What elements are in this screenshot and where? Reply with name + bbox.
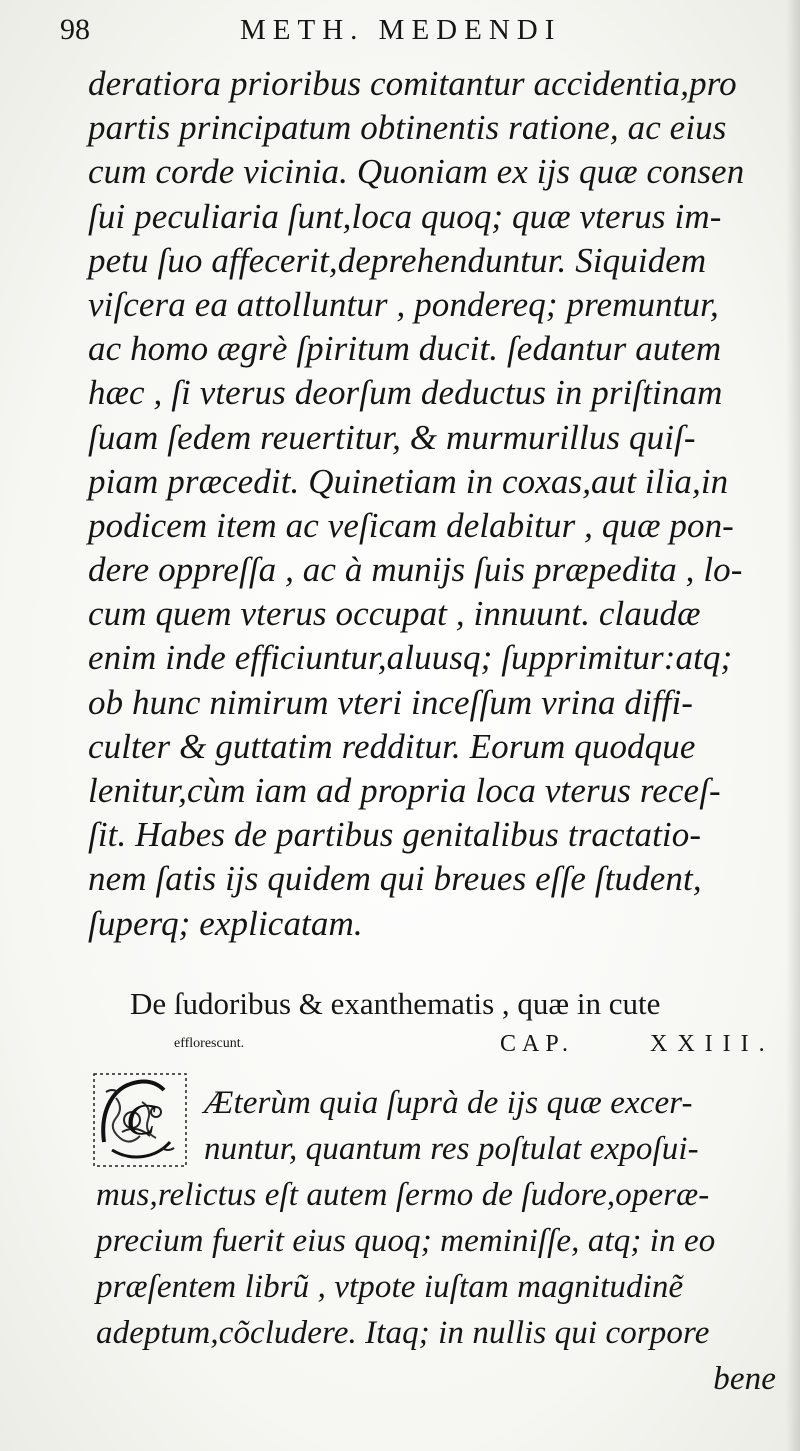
text-line: cum quem vterus occupat , innuunt. claudæ xyxy=(88,594,701,634)
text-line: piam præcedit. Quinetiam in coxas,aut ilia,in xyxy=(88,461,729,501)
text-line: adeptum,cõcludere. Itaq; in nullis qui corpore xyxy=(96,1315,710,1351)
chapter-title-line-2 xyxy=(130,1024,775,1064)
text-line: enim inde efficiuntur,aluusq; ſupprimitur:atq; xyxy=(88,638,733,678)
text-line: dere oppreſſa , ac à munijs ſuis præpedita , lo- xyxy=(88,550,743,590)
text-line: Æterùm quia ſuprà de ijs quæ excer- xyxy=(204,1085,693,1121)
text-line: ac homo ægrè ſpiritum ducit. ſedantur autem xyxy=(88,329,722,369)
chapter-title-end: efflorescunt. xyxy=(174,1036,245,1051)
chapter-body xyxy=(96,1080,776,1402)
text-line: nem ſatis ijs quidem qui breues eſſe ſtudent, xyxy=(88,859,702,899)
text-line: ſuam ſedem reuertitur, & murmurillus quiſ- xyxy=(88,417,696,457)
text-line: ſuperq; explicatam. xyxy=(88,903,363,943)
text-line: cum corde vicinia. Quoniam ex ijs quæ consen xyxy=(88,152,745,192)
text-line: deratiora prioribus comitantur accidentia,pro xyxy=(88,64,737,103)
text-line: viſcera ea attolluntur , pondereq; premuntur, xyxy=(88,284,719,324)
text-line: mus,relictus eſt autem ſermo de ſudore,operæ- xyxy=(96,1177,710,1213)
page-number: 98 xyxy=(60,13,90,46)
text-line: nuntur, quantum res poſtulat expoſui- xyxy=(204,1131,699,1167)
chapter-label: CAP. xyxy=(500,1031,575,1057)
text-line: culter & guttatim redditur. Eorum quodque xyxy=(88,726,696,766)
text-line: hæc , ſi vterus deorſum deductus in priſtinam xyxy=(88,373,723,413)
body-text xyxy=(88,62,764,946)
page-header xyxy=(60,10,740,50)
chapter-heading xyxy=(130,984,775,1064)
text-line: petu ſuo affecerit,deprehenduntur. Siquidem xyxy=(88,240,707,280)
catchword: bene xyxy=(713,1361,776,1397)
chapter-title-line-1: De ſudoribus & exanthematis , quæ in cute xyxy=(130,986,661,1021)
page-gutter-shadow xyxy=(786,0,800,1451)
text-line: ſui peculiaria ſunt,loca quoq; quæ vterus im- xyxy=(88,196,722,236)
text-line: ob hunc nimirum vteri inceſſum vrina diffi- xyxy=(88,682,694,722)
running-head: METH. MEDENDI xyxy=(240,14,562,46)
chapter-number: XXIII. xyxy=(650,1031,775,1057)
text-line: præſentem librũ , vtpote iuſtam magnitudinẽ xyxy=(96,1269,684,1305)
text-line: podicem item ac veſicam delabitur , quæ pon- xyxy=(88,505,734,545)
initial-letter: C xyxy=(126,1095,156,1144)
text-line: ſit. Habes de partibus genitalibus tractatio- xyxy=(88,815,702,855)
text-line: lenitur,cùm iam ad propria loca vterus receſ- xyxy=(88,771,721,810)
text-line: precium fuerit eius quoq; meminiſſe, atq; in eo xyxy=(96,1223,716,1259)
text-line: partis principatum obtinentis ratione, ac eius xyxy=(88,108,727,148)
